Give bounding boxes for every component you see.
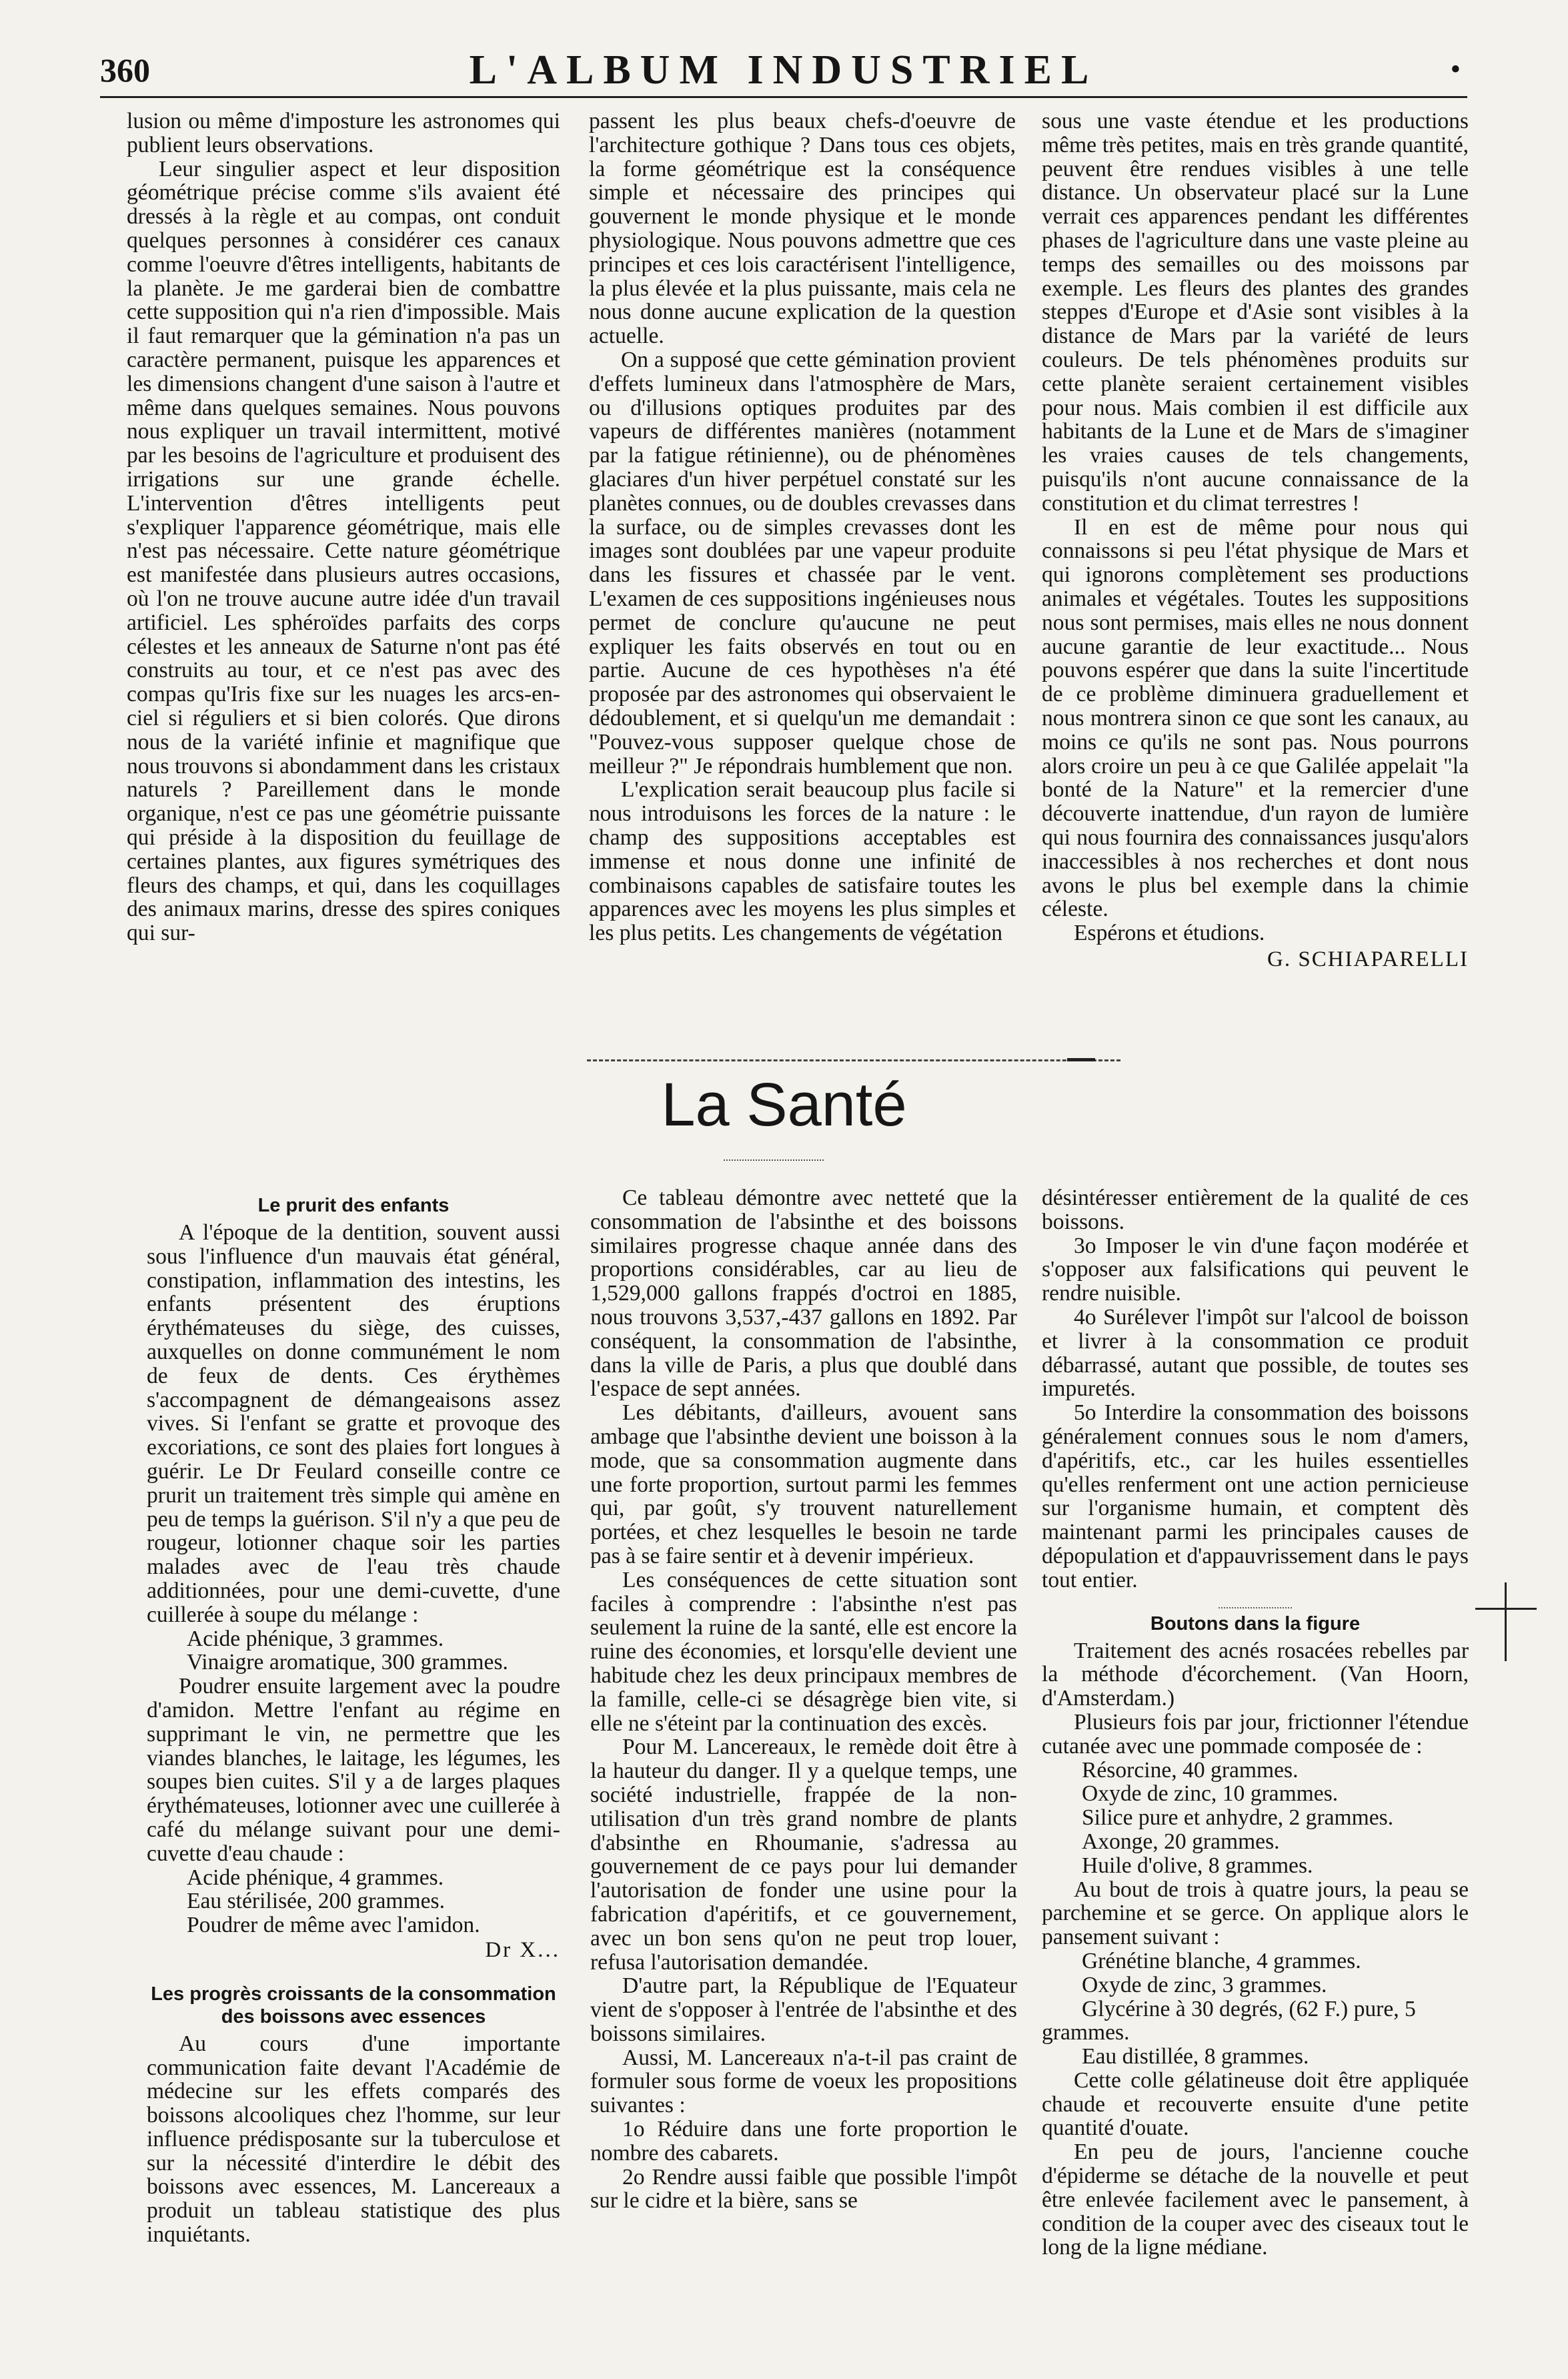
paragraph: Cette colle gélatineuse doit être appliquée chaude et recouverte ensuite d'une petite quantité d'ouate.	[1042, 2067, 1469, 2141]
recipe-line: Eau distillée, 8 grammes.	[1082, 2044, 1309, 2069]
paragraph: Leur singulier aspect et leur disposition géométrique précise comme s'ils avaient été dressés à la règle et au compas, ont conduit quelques personnes à considérer ces canaux comme l'oeuvre d'êtres intelligents, habitants de la planète. Je me garderai bien de combattre cette supposition qui n'a rien d'impossible. Mais il faut remarquer que la gémination n'a pas un caractère permanent, puisque les apparences et les dimensions changent d'une saison à l'autre et même dans quelques semaines. Nous pouvons nous expliquer un travail intermittent, motivé par les besoins de l'agriculture et produisent des irrigations sur une grande échelle. L'intervention d'êtres intelligents peut s'expliquer l'apparence géométrique, mais elle n'est pas nécessaire. Cette nature géométrique est manifestée dans plusieurs autres occasions, où l'on ne trouve aucune autre idée d'un travail artificiel. Les sphéroïdes parfaits des corps célestes et les anneaux de Saturne n'ont pas été construits au tour, et ce n'est pas avec des compas qu'Iris fixe sur les nuages les arcs-en-ciel si réguliers et si bien colorés. Que dirons nous de la variété infinie et magnifique que nous trouvons si abondamment dans les cristaux naturels ? Pareillement dans le monde organique, n'est ce pas une géométrie puissante qui préside à la disposition du feuillage de certaines plantes, aux figures symétriques des fleurs des champs, et qui, dans les coquillages des animaux marins, dresse des spires coniques qui sur-	[127, 156, 560, 946]
article-mars-column-2	[589, 109, 1016, 1043]
paragraph: sous une vaste étendue et les productions même très petites, mais en très grande quantité, peuvent être rendues visibles à une telle distance. Un observateur placé sur la Lune verrait ces apparences pendant les différentes phases de l'agriculture dans une vaste pleine au temps des semailles ou des moissons par exemple. Les fleurs des plantes des grandes steppes d'Europe et d'Asie sont visibles à la distance de Mars par la variété de leurs couleurs. De tels phénomènes produits sur cette planète seraient certainement visibles pour nous. Mais combien il est difficile aux habitants de la Lune et de Mars de s'imaginer les vraies causes de tels changements, puisqu'ils n'ont aucune connaissance de la constitution et du climat terrestres !	[1042, 109, 1469, 516]
article-mars-column-1	[127, 109, 560, 1043]
paragraph: Espérons et étudions.	[1074, 921, 1265, 946]
paragraph: Au bout de trois à quatre jours, la peau se parchemine et se gerce. On applique alors le pansement suivant :	[1042, 1877, 1469, 1950]
paragraph: On a supposé que cette gémination provient d'effets lumineux dans l'atmosphère de Mars, ou d'illusions optiques produites par des vapeurs de différentes manières (notamment par la fatigue rétinienne), ou de phénomènes glaciares d'un hiver perpétuel constaté sur les planètes connues, ou de doubles crevasses dans la surface, ou de simples crevasses dont les images sont doublées par une vapeur produite dans les fissures et chassée par le vent. L'examen de ces suppositions ingénieuses nous permet de conclure qu'aucune ne peut expliquer les faits observés en tout ou en partie. Aucune de ces hypothèses n'a été proposée par des astronomes qui observaient le dédoublement, et si quelqu'un me demandait : "Pouvez-vous supposer quelque chose de meilleur ?" Je répondrais humblement que non.	[589, 347, 1016, 779]
article-heading-boutons: Boutons dans la figure	[1150, 1612, 1361, 1634]
recipe-line: Grénétine blanche, 4 grammes.	[1082, 1948, 1361, 1973]
page-number: 360	[100, 51, 150, 89]
paragraph: Ce tableau démontre avec netteté que la consommation de l'absinthe et des boissons similaires progresse chaque année dans des proportions considérables, car au lieu de 1,529,000 gallons frappés d'octroi en 1885, nous trouvons 3,537,-437 gallons en 1892. Par conséquent, la consommation de l'absinthe, dans la ville de Paris, a plus que doublé dans l'espace de sept années.	[590, 1186, 1017, 1402]
article-heading-prurit: Le prurit des enfants	[257, 1195, 450, 1216]
recipe-line: Eau stérilisée, 200 grammes.	[187, 1889, 445, 1914]
section-title: La Santé	[661, 1071, 907, 1139]
paragraph: En peu de jours, l'ancienne couche d'épiderme se détache de la nouvelle et peut être enlevée facilement avec le pansement, à condition de la couper avec des ciseaux tout le long de la ligne médiane.	[1042, 2139, 1469, 2260]
margin-cross-mark	[1475, 1582, 1537, 1661]
health-column-3	[1042, 1186, 1469, 2294]
recipe-line: Axonge, 20 grammes.	[1082, 1829, 1280, 1854]
proposal-item: 1o Réduire dans une forte proportion le nombre des cabarets.	[590, 2117, 1017, 2166]
recipe-line: Huile d'olive, 8 grammes.	[1082, 1853, 1313, 1878]
health-column-1	[147, 1181, 560, 2302]
paragraph: Pour M. Lancereaux, le remède doit être à la hauteur du danger. Il y a quelque temps, une société industrielle, frappée de la non-utilisation d'un très grand nombre de plants d'absinthe en Rhoumanie, s'adressa au gouvernement de ce pays pour lui demander l'autorisation de fonder une usine pour la fabrication d'apéritifs, et ce gouvernement, avec un bon sens qu'on ne peut trop louer, refusa l'autorisation demandée.	[590, 1735, 1017, 1975]
recipe-line: Résorcine, 40 grammes.	[1082, 1757, 1299, 1783]
recipe-line: Acide phénique, 4 grammes.	[187, 1865, 444, 1890]
paragraph: Au cours d'une importante communication faite devant l'Académie de médecine sur les effets comparés des boissons alcooliques chez l'homme, sur leur influence prédisposante sur la tuberculose et sur la nécessité d'interdire le débit des boissons avec essences, M. Lancereaux a produit un tableau statistique des plus inquiétants.	[147, 2031, 560, 2248]
article-heading-absinthe: Les progrès croissants de la consommation des boissons avec essences	[151, 1983, 556, 2027]
paragraph: Poudrer ensuite largement avec la poudre d'amidon. Mettre l'enfant au régime en supprimant le vin, ne permettre que les viandes blanches, le laitage, les légumes, les soupes bien cuites. S'il y a de larges plaques érythémateuses, lotionner avec une cuillerée à café du mélange suivant pour une demi-cuvette d'eau chaude :	[147, 1674, 560, 1866]
paragraph: Il en est de même pour nous qui connaissons si peu l'état physique de Mars et qui ignorons complètement ses productions animales et végétales. Toutes les suppositions nous sont permises, mais elles ne nous donnent aucune garantie de leur exactitude... Nous pouvons espérer que dans la suite l'incertitude de ce problème diminuera graduellement et nous montrera sinon ce que sont les canaux, au moins ce qu'ils ne sont pas. Nous pourrons alors croire un peu à ce que Galilée appelait "la bonté de la Nature" et la remercier d'une découverte inattendue, d'un rayon de lumière qui nous fournira des connaissances jusqu'alors inaccessibles à nos recherches et dont nous avons le plus bel exemple dans la chimie céleste.	[1042, 514, 1469, 922]
paragraph: passent les plus beaux chefs-d'oeuvre de l'architecture gothique ? Dans tous ces objets, la forme géométrique est la conséquence simple et nécessaire des principes qui gouvernent le monde physique et le monde physiologique. Nous pouvons admettre que ces principes et ces lois caractérisent l'intelligence, la plus élevée et la plus puissante, mais cela ne nous donne aucune explication de la question actuelle.	[589, 109, 1016, 349]
recipe-line: Oxyde de zinc, 3 grammes.	[1082, 1972, 1327, 1997]
recipe-line: Silice pure et anhydre, 2 grammes.	[1082, 1805, 1394, 1831]
paragraph: Les conséquences de cette situation sont faciles à comprendre : l'absinthe n'est pas seulement la ruine de la santé, elle est encore la ruine des économies, et lorsqu'elle devient une habitude chez les deux principaux membres de la famille, celle-ci se désagrège bien vite, si elle ne s'éteint par la continuation des excès.	[590, 1567, 1017, 1736]
paragraph: lusion ou même d'imposture les astronomes qui publient leurs observations.	[127, 109, 560, 157]
paragraph: D'autre part, la République de l'Equateur vient de s'opposer à l'entrée de l'absinthe et des boissons similaires.	[590, 1973, 1017, 2046]
paragraph: Les débitants, d'ailleurs, avouent sans ambage que l'absinthe devient une boisson à la mode, que sa consommation augmente dans une forte proportion, surtout parmi les femmes qui, par goût, s'y trouvent naturellement portées, et chez lesquelles le besoin ne tarde pas à se faire sentir et à devenir impérieux.	[590, 1400, 1017, 1568]
proposal-item: 3o Imposer le vin d'une façon modérée et s'opposer aux falsifications qui peuvent le rendre nuisible.	[1042, 1233, 1469, 1306]
recipe-line: Oxyde de zinc, 10 grammes.	[1082, 1781, 1339, 1807]
paragraph: Aussi, M. Lancereaux n'a-t-il pas craint de formuler sous forme de voeux les propositions suivantes :	[590, 2045, 1017, 2118]
title-underline	[724, 1159, 824, 1161]
paragraph: Plusieurs fois par jour, frictionner l'étendue cutanée avec une pommade composée de :	[1042, 1709, 1469, 1759]
article-byline: Dr X...	[485, 1937, 560, 1962]
proposal-item: 2o Rendre aussi faible que possible l'impôt sur le cidre et la bière, sans se	[590, 2164, 1017, 2214]
section-divider	[587, 1059, 1120, 1061]
header-mark: •	[1450, 53, 1461, 85]
proposal-item: 4o Surélever l'impôt sur l'alcool de boisson et livrer à la consommation ce produit débarrassé, autant que possible, de toutes ses impuretés.	[1042, 1304, 1469, 1402]
article-mars-column-3	[1042, 109, 1469, 1043]
article-separator	[1219, 1607, 1292, 1608]
paragraph: L'explication serait beaucoup plus facile si nous introduisons les forces de la nature : le champ des suppositions acceptables est immense et nous donne une infinité de combinaisons capables de satisfaire toutes les apparences avec les moyens les plus simples et les plus petits. Les changements de végétation	[589, 777, 1016, 946]
recipe-line: Acide phénique, 3 grammes.	[187, 1626, 444, 1651]
divider-mark	[1067, 1058, 1095, 1061]
paragraph: A l'époque de la dentition, souvent aussi sous l'influence d'un mauvais état général, constipation, inflammation des intestins, les enfants présentent des éruptions érythémateuses du siège, des cuisses, auxquelles on donne communément le nom de feux de dents. Ces érythèmes s'accompagnent de démangeaisons assez vives. Si l'enfant se gratte et provoque des excoriations, ce sont des plaies fort longues à guérir. Le Dr Feulard conseille contre ce prurit un traitement très simple qui amène en peu de temps la guérison. S'il n'y a que peu de rougeur, lotionner chaque soir les parties malades avec de l'eau très chaude additionnées, pour une demi-cuvette, d'une cuillerée à soupe du mélange :	[147, 1220, 560, 1627]
running-title: L'ALBUM INDUSTRIEL	[469, 47, 1098, 93]
article-signature: G. SCHIAPARELLI	[1267, 947, 1469, 971]
paragraph: désintéresser entièrement de la qualité de ces boissons.	[1042, 1186, 1469, 1234]
proposal-item: 5o Interdire la consommation des boissons généralement connues sous le nom d'amers, d'apéritifs, etc., car les huiles essentielles qu'elles renferment ont une action pernicieuse sur l'organisme humain, et comptent dès maintenant parmi les principales causes de dépopulation et d'appauvrissement dans le pays tout entier.	[1042, 1400, 1469, 1592]
health-column-2	[590, 1186, 1017, 2294]
page-header	[100, 43, 1467, 98]
recipe-line: Glycérine à 30 degrés, (62 F.) pure, 5 grammes.	[1042, 1996, 1416, 2045]
recipe-line: Poudrer de même avec l'amidon.	[187, 1913, 480, 1938]
recipe-line: Vinaigre aromatique, 300 grammes.	[187, 1650, 508, 1675]
paragraph: Traitement des acnés rosacées rebelles par la méthode d'écorchement. (Van Hoorn, d'Amsterdam.)	[1042, 1638, 1469, 1711]
